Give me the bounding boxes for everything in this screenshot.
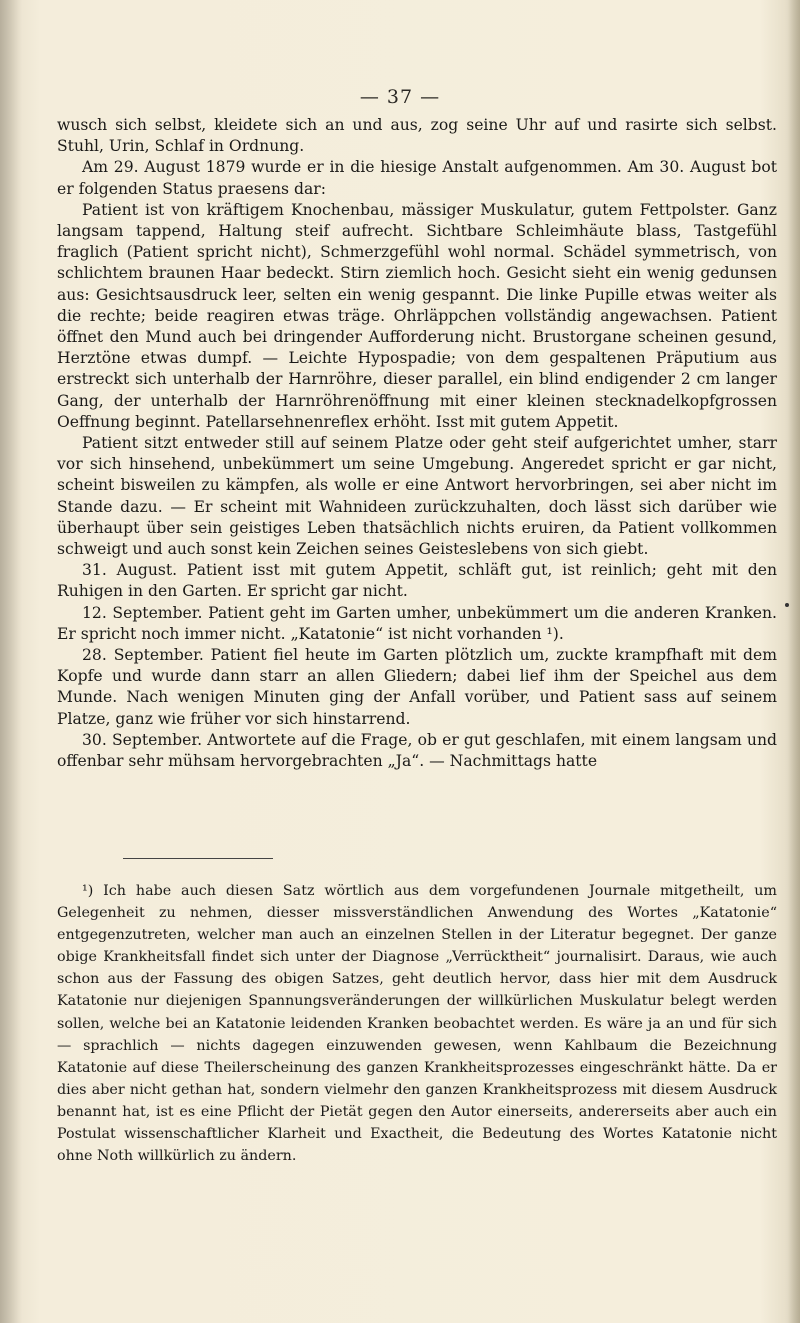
paragraph: 28. September. Patient fiel heute im Garten plötzlich um, zuckte krampfhaft mit dem Kopfe und wurde dann starr an allen Gliedern; dabei lief ihm der Speichel aus dem Munde. Nach wenigen Minuten ging der Anfall vorüber, und Patient sass auf seinem Platze, ganz wie früher vor sich hinstarrend. [57, 646, 777, 728]
page-edge [788, 0, 800, 1323]
binding-shadow [0, 0, 22, 1323]
paragraph: 30. September. Antwortete auf die Frage, ob er gut geschlafen, mit einem langsam und offenbar sehr mühsam hervorgebrachten „Ja“. — Nachmittags hatte [57, 730, 777, 771]
body-text [57, 115, 777, 772]
paragraph: Patient sitzt entweder still auf seinem Platze oder geht steif aufgerichtet umher, starr vor sich hinsehend, unbekümmert um seine Umgebung. Angeredet spricht er gar nicht, scheint bisweilen zu kämpfen, als wolle er eine Antwort hervorbringen, sei aber nicht im Stande dazu. — Er scheint mit Wahnideen zurückzuhalten, doch lässt sich darüber wie überhaupt über sein geistiges Leben thatsächlich nichts eruiren, da Patient vollkommen schweigt und auch sonst kein Zeichen seines Geisteslebens von sich giebt. [57, 434, 777, 559]
footnote-divider [123, 858, 273, 859]
page-number: — 37 — [359, 86, 441, 108]
footnote [57, 880, 777, 1167]
paragraph: 31. August. Patient isst mit gutem Appetit, schläft gut, ist reinlich; geht mit den Ruhigen in den Garten. Er spricht gar nicht. [57, 561, 777, 601]
paragraph: Am 29. August 1879 wurde er in die hiesige Anstalt aufgenommen. Am 30. August bot er folgenden Status praesens dar: [57, 158, 777, 198]
paragraph: Patient ist von kräftigem Knochenbau, mässiger Muskulatur, gutem Fettpolster. Ganz langsam tappend, Haltung steif aufrecht. Sichtbare Schleimhäute blass, Tastgefühl fraglich (Patient spricht nicht), Schmerzgefühl wohl normal. Schädel symmetrisch, von schlichtem braunen Haar bedeckt. Stirn ziemlich hoch. Gesicht sieht ein wenig gedunsen aus: Gesichtsausdruck leer, selten ein wenig gespannt. Die linke Pupille etwas weiter als die rechte; beide reagiren etwas träge. Ohrläppchen vollständig angewachsen. Patient öffnet den Mund auch bei dringender Aufforderung nicht. Brustorgane scheinen gesund, Herztöne etwas dumpf. — Leichte Hypospadie; von dem gespaltenen Präputium aus erstreckt sich unterhalb der Harnröhre, dieser parallel, ein blind endigender 2 cm langer Gang, der unterhalb der Harnröhrenöffnung mit einer kleinen stecknadelkopfgrossen Oeffnung beginnt. Patellarsehnenreflex erhöht. Isst mit gutem Appetit. [57, 200, 777, 431]
paragraph: wusch sich selbst, kleidete sich an und aus, zog seine Uhr auf und rasirte sich selbst. Stuhl, Urin, Schlaf in Ordnung. [57, 116, 777, 156]
margin-mark [785, 603, 789, 607]
footnote-text: ¹) Ich habe auch diesen Satz wörtlich aus dem vorgefundenen Journale mitgetheilt, um Gelegenheit zu nehmen, diesser missverständlichen Anwendung des Wortes „Katatonie“ entgegenzutreten, welcher man auch an einzelnen Stellen in der Literatur begegnet. Der ganze obige Krankheitsfall findet sich unter der Diagnose „Verrücktheit“ journalisirt. Daraus, wie auch schon aus der Fassung des obigen Satzes, geht deutlich hervor, dass hier mit dem Ausdruck Katatonie nur diejenigen Spannungsveränderungen der willkürlichen Muskulatur belegt werden sollen, welche bei an Katatonie leidenden Kranken beobachtet werden. Es wäre ja an und für sich — sprachlich — nichts dagegen einzuwenden gewesen, wenn Kahlbaum die Bezeichnung Katatonie auf diese Theilerscheinung des ganzen Krankheitsprozesses eingeschränkt hätte. Da er dies aber nicht gethan hat, sondern vielmehr den ganzen Krankheitsprozess mit diesem Ausdruck benannt hat, ist es eine Pflicht der Pietät gegen den Autor einerseits, andererseits aber auch ein Postulat wissenschaftlicher Klarheit und Exactheit, die Bedeutung des Wortes Katatonie nicht ohne Noth willkürlich zu ändern. [57, 883, 777, 1165]
paragraph: 12. September. Patient geht im Garten umher, unbekümmert um die anderen Kranken. Er spricht noch immer nicht. „Katatonie“ ist nicht vorhanden ¹). [57, 603, 777, 643]
